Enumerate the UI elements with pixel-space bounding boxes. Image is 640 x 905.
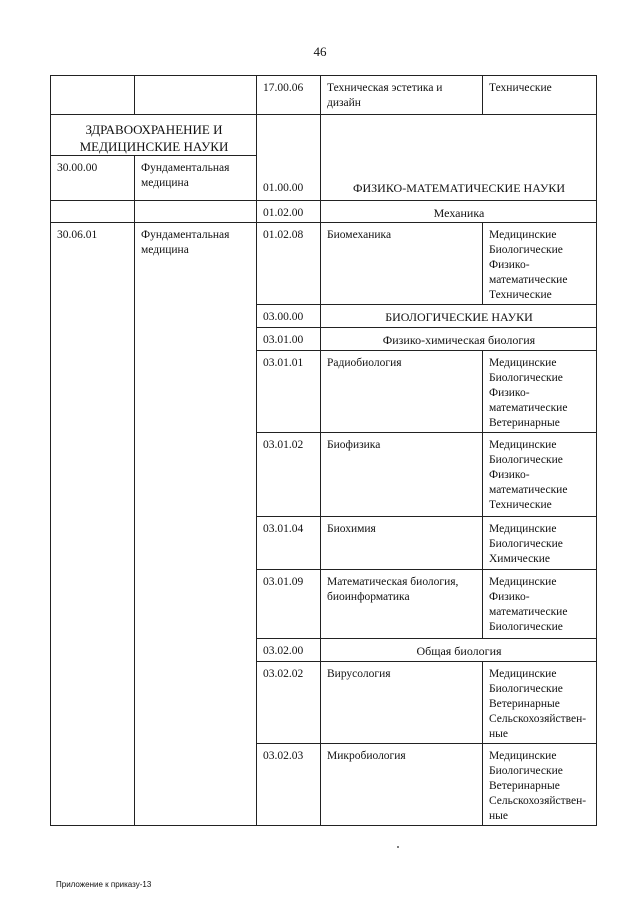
specialty-code: 03.02.03 [257,744,321,826]
field-item: Биологические [489,372,563,384]
field-item: Биологические [489,683,563,695]
field-item: Биологические [489,621,563,633]
empty-cell [257,115,321,156]
field-item: Ветеринарные [489,780,560,792]
empty-cell [321,115,597,156]
field-item: Медицинские [489,439,557,451]
science-fields [483,744,597,826]
table-row [51,115,597,156]
field-item: Биологические [489,765,563,777]
science-fields [483,517,597,570]
direction-code: 30.00.00 [51,156,135,201]
field-item: Медицинские [489,523,557,535]
specialty-name: Вирусология [321,662,483,744]
field-item: Сельскохозяйствен- [489,795,587,807]
specialty-code: 03.01.02 [257,433,321,517]
science-fields: Технические [483,76,597,115]
scan-speck [397,846,399,848]
field-item: Медицинские [489,750,557,762]
direction-code: 30.06.01 [51,223,135,826]
field-item: Физико- [489,259,530,271]
field-item: Медицинские [489,576,557,588]
table-row [51,76,597,115]
field-item: математические [489,484,568,496]
empty-cell [51,76,135,115]
science-fields [483,351,597,433]
specialty-code: 01.02.08 [257,223,321,305]
group-title: Механика [321,201,597,223]
science-fields [483,433,597,517]
field-item: математические [489,402,568,414]
field-item: Технические [489,499,552,511]
specialty-name: Математическая биология, биоинформатика [321,570,483,639]
direction-name: Фундаментальная медицина [135,223,257,826]
specialty-code: 03.01.09 [257,570,321,639]
field-item: Технические [489,289,552,301]
specialty-name: Биохимия [321,517,483,570]
group-code: 03.01.00 [257,328,321,351]
group-code: 03.02.00 [257,639,321,662]
field-item: ные [489,810,508,822]
table-row [51,156,597,201]
empty-cell [51,201,135,223]
direction-name: Фундаментальная медицина [135,156,257,201]
specialty-code: 17.00.06 [257,76,321,115]
field-item: математические [489,274,568,286]
group-code: 01.02.00 [257,201,321,223]
field-item: Биологические [489,244,563,256]
group-title: Общая биология [321,639,597,662]
specialty-code: 03.01.01 [257,351,321,433]
table-row [51,223,597,305]
specialties-table [50,75,597,826]
table-row [51,201,597,223]
field-item: Медицинские [489,668,557,680]
field-item: ные [489,728,508,740]
field-item: Сельскохозяйствен- [489,713,587,725]
specialty-name: Биофизика [321,433,483,517]
field-item: Ветеринарные [489,417,560,429]
field-item: математические [489,606,568,618]
group-title: Физико-химическая биология [321,328,597,351]
field-item: Химические [489,553,551,565]
science-fields [483,662,597,744]
group-code: 03.00.00 [257,305,321,328]
specialty-code: 03.02.02 [257,662,321,744]
field-item: Медицинские [489,229,557,241]
field-item: Биологические [489,454,563,466]
field-item: Ветеринарные [489,698,560,710]
field-item: Медицинские [489,357,557,369]
field-item: Физико- [489,591,530,603]
empty-cell [135,201,257,223]
group-title: БИОЛОГИЧЕСКИЕ НАУКИ [321,305,597,328]
science-fields [483,223,597,305]
specialty-name: Микробиология [321,744,483,826]
specialty-name: Биомеханика [321,223,483,305]
field-item: Физико- [489,469,530,481]
specialty-code: 03.01.04 [257,517,321,570]
science-fields [483,570,597,639]
field-item: Физико- [489,387,530,399]
empty-cell [135,76,257,115]
group-code: 01.00.00 [257,156,321,201]
footer-note: Приложение к приказу-13 [56,880,152,889]
specialty-name: Радиобиология [321,351,483,433]
field-item: Биологические [489,538,563,550]
section-header: ЗДРАВООХРАНЕНИЕ И МЕДИЦИНСКИЕ НАУКИ [51,115,257,156]
page-number: 46 [313,44,327,59]
specialty-name: Техническая эстетика и дизайн [321,76,483,115]
group-title: ФИЗИКО-МАТЕМАТИЧЕСКИЕ НАУКИ [321,156,597,201]
